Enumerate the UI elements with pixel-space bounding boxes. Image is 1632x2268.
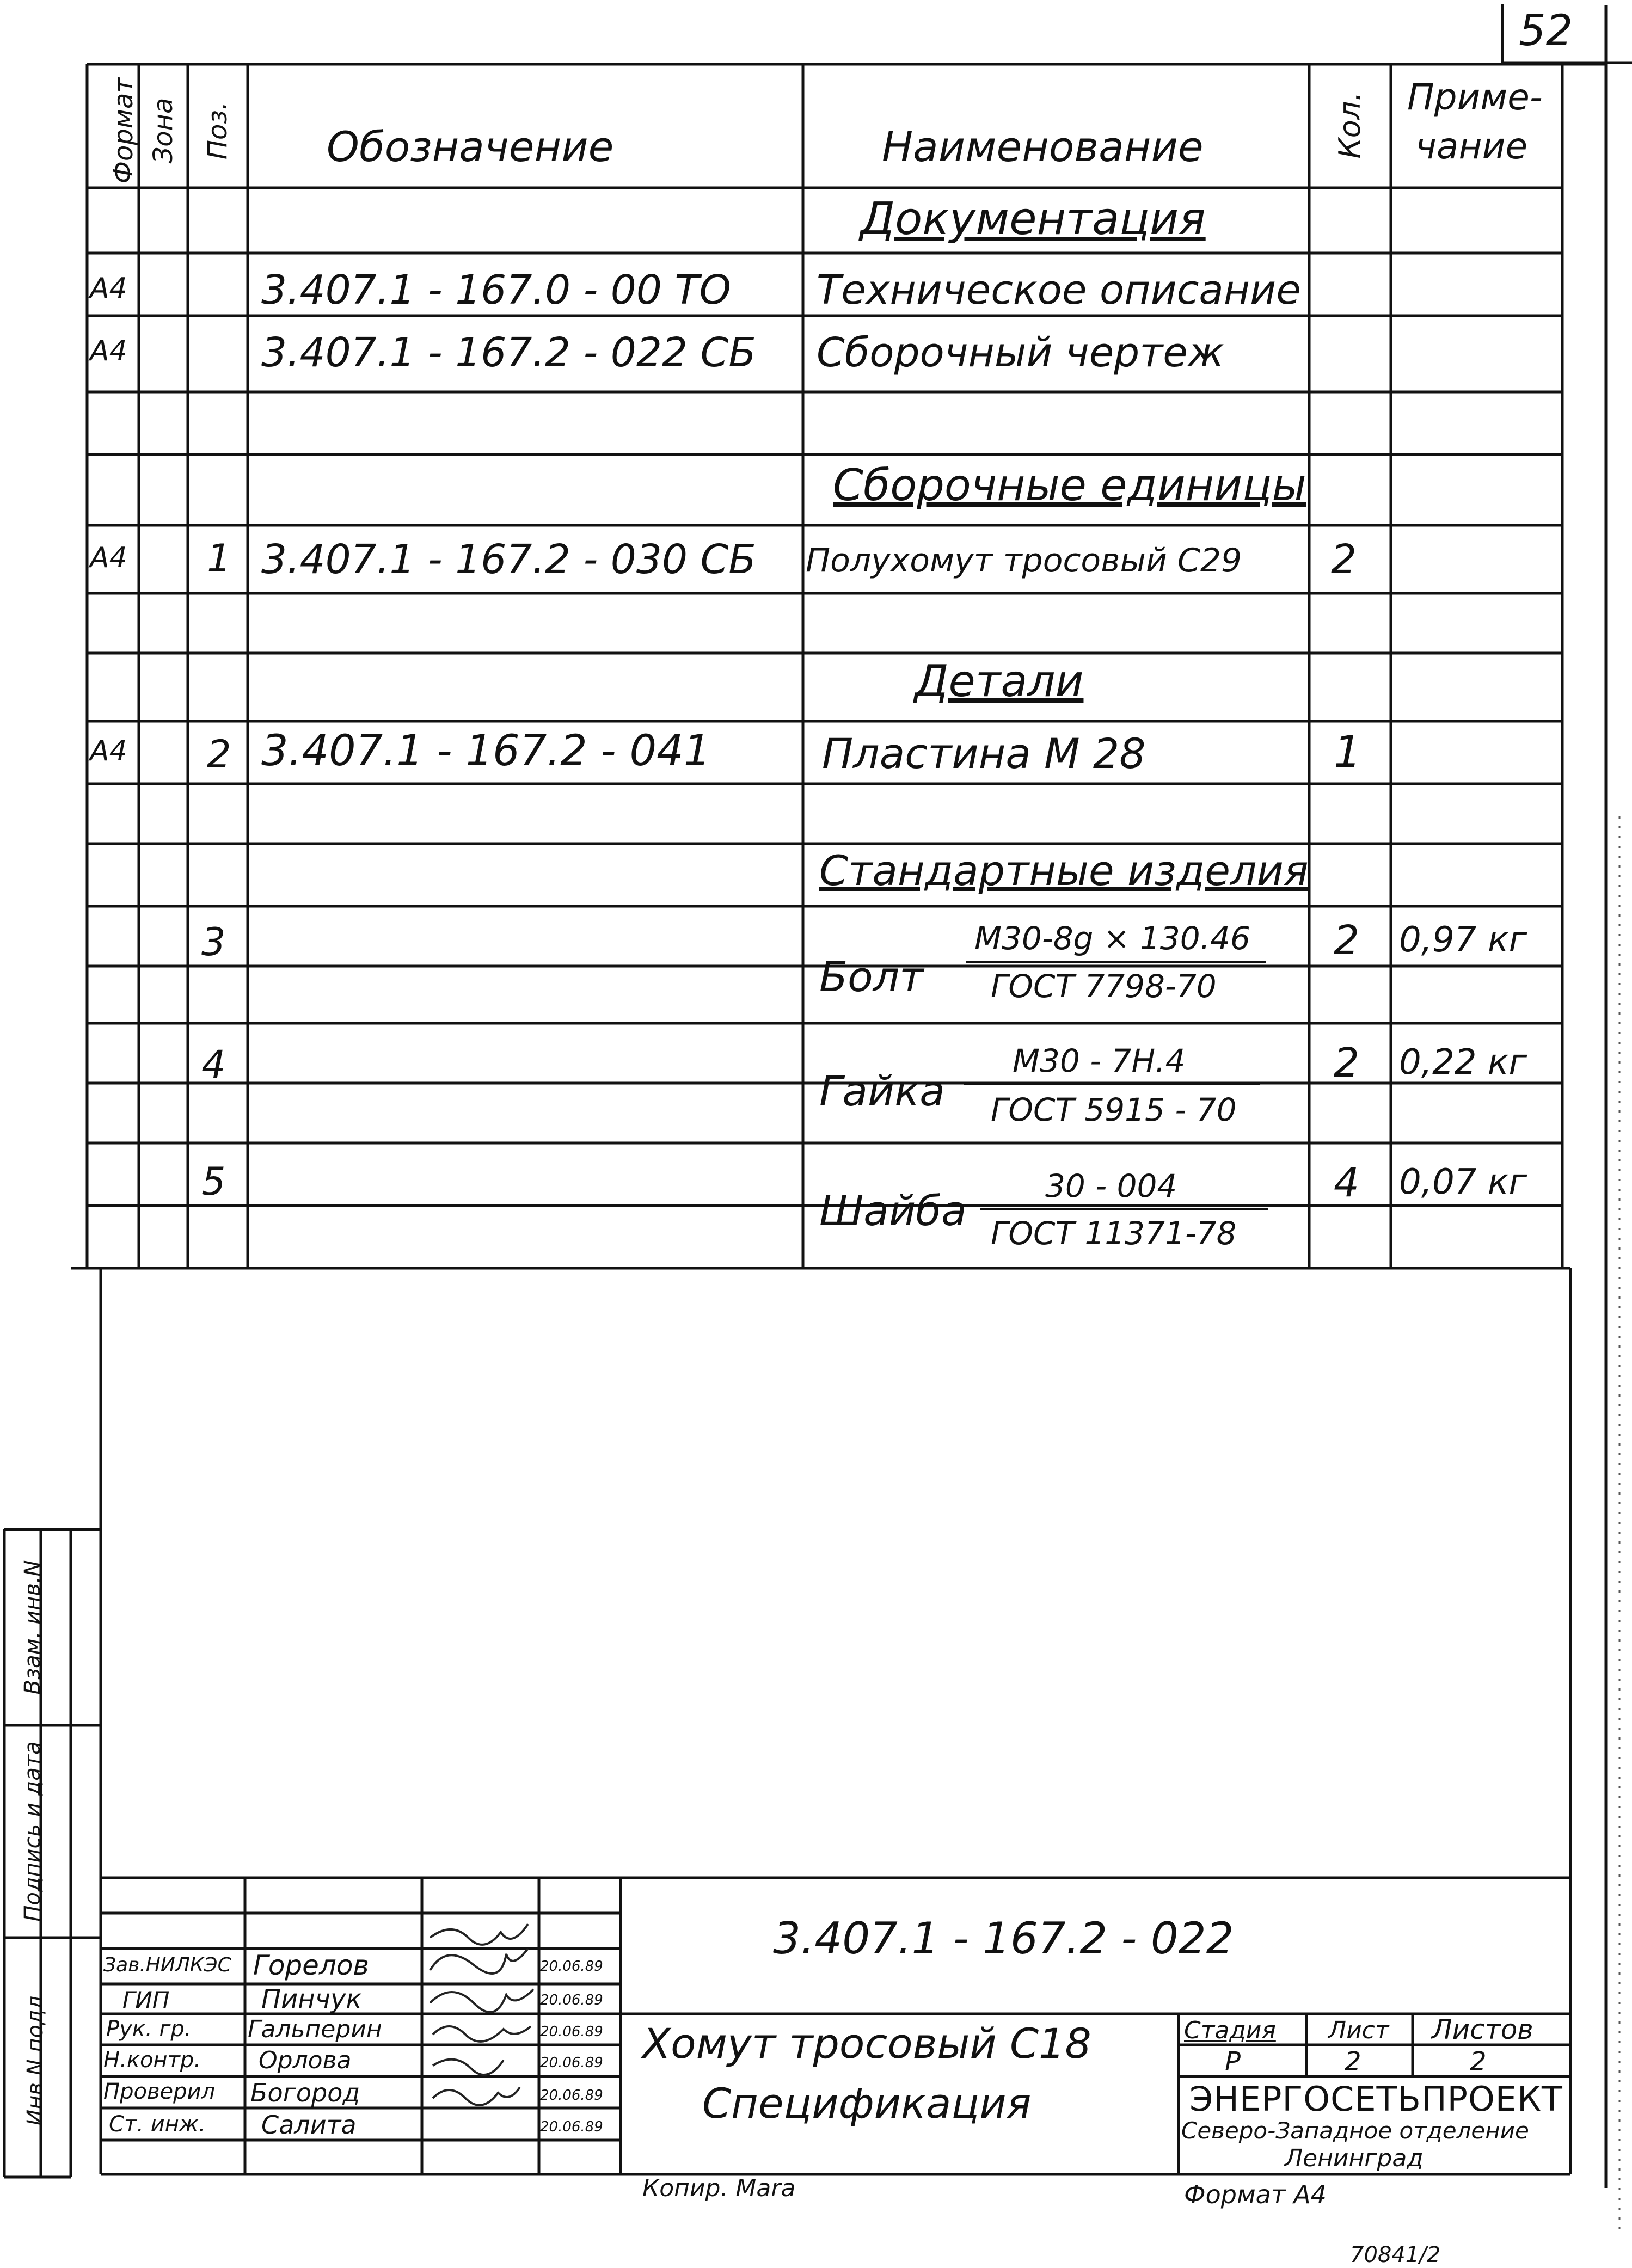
r4-name: Пластина М 28: [822, 729, 1146, 778]
r6-note: 0,22 кг: [1399, 1042, 1527, 1083]
stage-label: Стадия: [1184, 2017, 1276, 2044]
col-header-format: Формат: [108, 77, 139, 184]
section-details: Детали: [915, 656, 1084, 706]
r7-pos: 5: [201, 1159, 226, 1204]
title-line1: Хомут тросовый С18: [642, 2019, 1091, 2068]
r5-name: Болт: [819, 952, 924, 1001]
signature-4: [433, 2026, 531, 2042]
sheets-label: Листов: [1432, 2014, 1533, 2045]
r7-spec-bottom: ГОСТ 11371-78: [991, 1215, 1237, 1252]
r1-name: Техническое описание: [817, 267, 1301, 314]
signer-role: ГИП: [122, 1987, 170, 2013]
signer-name: Богород: [250, 2078, 360, 2107]
col-header-note-line1: Приме-: [1407, 76, 1543, 118]
r4-qty: 1: [1334, 727, 1361, 777]
r3-designation: 3.407.1 - 167.2 - 030 СБ: [261, 536, 756, 583]
sheet-value: 2: [1345, 2046, 1361, 2077]
r7-qty: 4: [1334, 1159, 1360, 1206]
signer-date: 20.06.89: [540, 2119, 603, 2135]
signer-role: Ст. инж.: [109, 2112, 206, 2137]
org-dept: Северо-Западное отделение: [1181, 2117, 1529, 2144]
col-header-note-line2: чание: [1415, 125, 1528, 167]
signer-role: Рук. гр.: [106, 2017, 192, 2042]
r7-note: 0,07 кг: [1399, 1162, 1527, 1202]
format-note: Формат А4: [1184, 2180, 1327, 2209]
col-header-zone: Зона: [148, 97, 179, 164]
signer-name: Гальперин: [248, 2015, 382, 2043]
org-name: ЭНЕРГОСЕТЬПРОЕКТ: [1189, 2079, 1563, 2119]
r3-qty: 2: [1331, 536, 1357, 583]
r7-name: Шайба: [819, 1187, 967, 1235]
section-standard-items: Стандартные изделия: [819, 846, 1309, 895]
r1-format: А4: [90, 272, 127, 305]
r4-designation: 3.407.1 - 167.2 - 041: [261, 727, 711, 776]
section-assembly-units: Сборочные единицы: [833, 460, 1306, 511]
sheet-label: Лист: [1328, 2017, 1389, 2044]
org-city: Ленинград: [1285, 2144, 1424, 2172]
col-header-name: Наименование: [882, 122, 1204, 171]
r2-name: Сборочный чертеж: [817, 329, 1224, 376]
r6-pos: 4: [201, 1042, 226, 1087]
col-header-pos: Поз.: [203, 101, 233, 160]
stamp-inv-podl: Инв.N подл.: [23, 1989, 48, 2126]
signer-date: 20.06.89: [540, 2024, 603, 2040]
signature-2: [430, 1949, 528, 1974]
r6-name: Гайка: [819, 1067, 945, 1115]
page-number: 52: [1519, 7, 1573, 56]
signature-5: [433, 2060, 504, 2075]
signature-6: [433, 2087, 520, 2105]
doc-code: 3.407.1 - 167.2 - 022: [773, 1913, 1234, 1964]
signature-3: [430, 1989, 533, 2012]
signer-date: 20.06.89: [540, 2087, 603, 2104]
signer-role: Н.контр.: [103, 2048, 201, 2073]
col-header-designation: Обозначение: [327, 122, 614, 171]
corner-number: 70841/2: [1350, 2242, 1441, 2267]
r2-designation: 3.407.1 - 167.2 - 022 СБ: [261, 329, 756, 376]
signer-name: Пинчук: [261, 1984, 362, 2014]
r5-note: 0,97 кг: [1399, 920, 1527, 960]
r7-spec-top: 30 - 004: [1045, 1167, 1177, 1204]
r3-name: Полухомут тросовый С29: [806, 542, 1242, 580]
r6-spec-top: М30 - 7Н.4: [1013, 1042, 1186, 1079]
signature-1: [430, 1924, 528, 1945]
r6-qty: 2: [1334, 1040, 1360, 1086]
r5-qty: 2: [1334, 917, 1360, 964]
stage-value: Р: [1225, 2046, 1241, 2077]
r1-designation: 3.407.1 - 167.0 - 00 ТО: [261, 267, 731, 314]
title-line2: Спецификация: [702, 2079, 1032, 2128]
sheets-value: 2: [1470, 2046, 1487, 2077]
r5-spec-top: М30-8g × 130.46: [974, 920, 1250, 957]
signer-role: Зав.НИЛКЭС: [103, 1954, 231, 1976]
signer-name: Орлова: [259, 2046, 352, 2074]
r5-pos: 3: [201, 920, 226, 964]
r5-spec-bottom: ГОСТ 7798-70: [991, 968, 1217, 1005]
r3-pos: 1: [207, 536, 231, 581]
signer-date: 20.06.89: [540, 2055, 603, 2071]
stamp-podpis-data: Подпись и дата: [20, 1741, 45, 1922]
signer-date: 20.06.89: [540, 1992, 603, 2008]
col-header-qty: Кол.: [1333, 91, 1367, 159]
signer-date: 20.06.89: [540, 1958, 603, 1975]
signer-name: Салита: [261, 2110, 357, 2140]
copied-by: Копир. Mara: [642, 2174, 796, 2202]
stamp-vzam-inv: Взам. инв.N: [20, 1560, 45, 1695]
r4-pos: 2: [207, 732, 231, 777]
r6-spec-bottom: ГОСТ 5915 - 70: [991, 1091, 1237, 1128]
r4-format: А4: [90, 735, 127, 767]
section-documentation: Документация: [860, 193, 1206, 245]
r3-format: А4: [90, 542, 127, 574]
signer-role: Проверил: [103, 2079, 216, 2104]
signer-name: Горелов: [253, 1950, 369, 1981]
r2-format: А4: [90, 335, 127, 367]
